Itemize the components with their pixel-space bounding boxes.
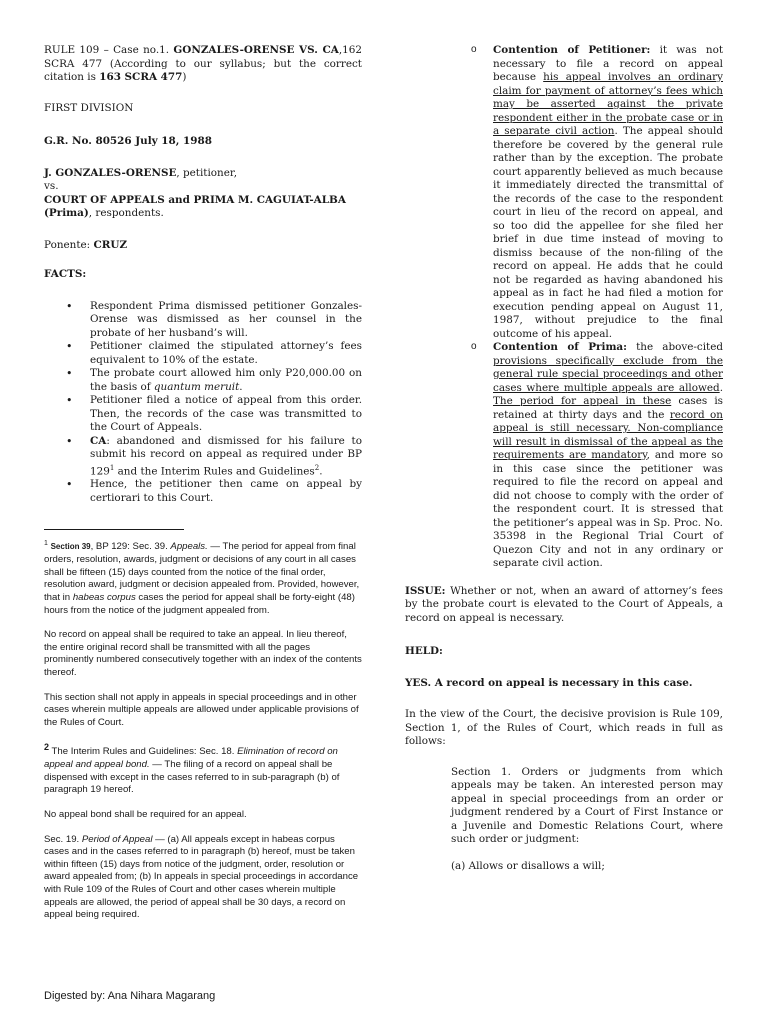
- contention-underlined: his appeal involves an ordinary claim for payment of attorney’s fees which may be asserted against the private respondent either in the probate case or in a separate civil action: [493, 71, 723, 137]
- footnote-label: Section 39: [50, 542, 91, 552]
- contention-text: cases is retained at thirty days and the: [493, 395, 724, 421]
- prima-contention-text: [493, 341, 723, 571]
- facts-list: [44, 300, 362, 506]
- footnote-ref: 2: [314, 463, 320, 472]
- held-answer: [405, 677, 723, 691]
- quoted-item-a: (a) Allows or disallows a will;: [451, 859, 605, 872]
- footnote-divider: [44, 529, 184, 530]
- footnote-emphasis: Appeals.: [170, 541, 208, 553]
- ponente: [44, 239, 362, 253]
- parties: [44, 167, 362, 221]
- footnote-1-para-2: No record on appeal shall be required to take an appeal. In lieu thereof, the entire original record shall be transmitted with all the pages prominently numbered consecutively together with an index of the contents thereof.: [44, 629, 362, 678]
- right-column: [405, 44, 723, 873]
- fact-item: [44, 394, 362, 435]
- footnote-text: Sec. 19.: [44, 833, 82, 845]
- versus: vs.: [44, 180, 59, 192]
- left-column: [44, 44, 362, 934]
- footnote-text: — (a) All appeals except in habeas corpus cases and in the cases referred to in paragraph (b) hereof, must be taken within fifteen (15) days from notice of the judgment, order, resolution or award appealed from; (b) In appeals in special proceedings in accordance with Rule 109 of the Rules of Court and other cases wherein multiple appeals are allowed, the period of appeal shall be 30 days, a record on appeal being required.: [44, 833, 359, 921]
- fact-text: Hence, the petitioner then came on appeal by certiorari to this Court.: [90, 478, 362, 504]
- correct-citation: 163 SCRA 477: [99, 71, 183, 83]
- footnote-text: , BP 129: Sec. 39.: [90, 541, 171, 553]
- case-title: [44, 44, 362, 85]
- footnotes: [44, 538, 362, 921]
- facts-heading-text: FACTS:: [44, 268, 87, 280]
- respondents-name: COURT OF APPEALS and PRIMA M. CAGUIAT-ALBA (Prima): [44, 193, 346, 219]
- footnote-1: [44, 538, 362, 617]
- fact-text: Petitioner claimed the stipulated attorney’s fees equivalent to 10% of the estate.: [90, 340, 362, 366]
- contention-label: Contention of Petitioner:: [493, 44, 651, 56]
- fact-item: [44, 340, 362, 367]
- fact-item: [44, 367, 362, 394]
- fact-text: .: [319, 464, 323, 477]
- contention-text: it was not necessary to file a record on appeal because: [493, 44, 724, 83]
- issue-label: ISSUE:: [405, 584, 446, 597]
- quoted-section: Section 1. Orders or judgments from which appeals may be taken. An interested person may appeal in special proceedings from an order or judgment rendered by a Court of First Instance or a Juvenile and Domestic Relations Court, where such order or judgment:: [451, 765, 723, 845]
- footnote-emphasis: Elimination of record on appeal and appeal bond.: [44, 746, 338, 771]
- fact-item: [44, 478, 362, 505]
- case-name: GONZALES-ORENSE VS. CA: [173, 44, 339, 56]
- contention-text: . The appeal should therefore be covered by the general rule rather than by the exception. The probate court apparently believed as much because it immediately directed the transmittal of the records of the case to the respondent court in lieu of the record on appeal, and so too did the appellee for she filed her brief in due time instead of moving to dismiss because of the non-filing of the record on appeal. He adds that he could not be regarded as having abandoned his appeal as in fact he had filed a motion for execution pending appeal on August 11, 1987, without prejudice to the final outcome of his appeal.: [493, 125, 723, 340]
- petitioner-contention: [403, 44, 723, 341]
- held-paragraph: In the view of the Court, the decisive provision is Rule 109, Section 1, of the Rules of Court, which reads in full as follows:: [405, 708, 723, 747]
- fact-emphasis: quantum meruit: [153, 380, 240, 393]
- contention-text: , and more so in this case since the petitioner was required to file the record on appeal and did not choose to comply with the order of the respondent court. It is stressed that the petitioner’s appeal was in Sp. Proc. No. 35398 in the Regional Trial Court of Quezon City and not in any ordinary or separate civil action.: [493, 449, 723, 569]
- case-rule-text: RULE 109 – Case no.1.: [44, 44, 174, 56]
- close-paren: ): [182, 71, 187, 83]
- petitioner-name: J. GONZALES-ORENSE: [44, 166, 177, 179]
- contention-underlined: The period for appeal in these: [493, 395, 672, 407]
- contention-text: the above-cited: [627, 341, 724, 353]
- gr-number-text: G.R. No. 80526 July 18, 1988: [44, 135, 212, 147]
- footnote-1-para-3: This section shall not apply in appeals in special proceedings and in other cases wherein multiple appeals are allowed under applicable provisions of the Rules of Court.: [44, 691, 359, 728]
- digest-credit: Digested by: Ana Nihara Magarang: [44, 990, 216, 1002]
- bullet-marker: o: [471, 44, 477, 55]
- fact-text: and the Interim Rules and Guidelines: [114, 464, 315, 477]
- footnote-text: — The period for appeal from final orders, resolution, awards, judgment or decisions of any court in all cases shall be fifteen (15) days counted from the notice of the final order, resolution award, judgment or decision appealed from. Provided, however, that in: [44, 541, 360, 604]
- contention-text: .: [719, 381, 723, 394]
- fact-text: Petitioner filed a notice of appeal from this order. Then, the records of the case was transmitted to the Court of Appeals.: [90, 394, 362, 433]
- case-citation-text: ,162 SCRA 477 (According to our syllabus; but the correct citation is: [44, 44, 362, 83]
- issue: [405, 585, 723, 626]
- contention-underlined: record on appeal is still necessary. Non-compliance will result in dismissal of the appeal as the requirements are mandatory: [493, 408, 723, 461]
- held-answer-text: YES. A record on appeal is necessary in this case.: [405, 676, 693, 689]
- fact-text: The probate court allowed him only P20,000.00 on the basis of: [90, 367, 362, 393]
- contention-label: Contention of Prima:: [493, 341, 628, 353]
- footnote-mark: 2: [44, 742, 50, 753]
- fact-item: [44, 300, 362, 341]
- division: FIRST DIVISION: [44, 101, 134, 114]
- footnote-2-para-2: No appeal bond shall be required for an appeal.: [44, 808, 247, 820]
- facts-heading: [44, 268, 362, 282]
- footnote-emphasis: Period of Appeal: [81, 833, 153, 845]
- footnote-2: [44, 741, 362, 797]
- footnote-mark: 1: [44, 540, 48, 548]
- footnote-ref: 1: [109, 463, 115, 472]
- fact-bold-label: CA: [90, 434, 107, 447]
- fact-text: Respondent Prima dismissed petitioner Gonzales-Orense was dismissed as her counsel in the probate of her husband’s will.: [90, 299, 362, 339]
- held-label: HELD:: [405, 645, 443, 657]
- fact-text: : abandoned and dismissed for his failure to submit his record on appeal as required under BP 129: [90, 434, 362, 477]
- contention-underlined: provisions specifically exclude from the general rule special proceedings and other cases where multiple appeals are allowed: [493, 354, 723, 394]
- gr-number: [44, 135, 362, 149]
- footnote-2-para-3: [44, 834, 362, 922]
- petitioner-role: , petitioner,: [176, 166, 238, 179]
- issue-text: Whether or not, when an award of attorney’s fees by the probate court is elevated to the Court of Appeals, a record on appeal is necessary.: [405, 584, 723, 624]
- footnote-text: The Interim Rules and Guidelines: Sec. 18.: [49, 746, 238, 758]
- respondents-role: , respondents.: [88, 207, 164, 219]
- ponente-label: Ponente:: [44, 238, 94, 251]
- fact-text: .: [239, 380, 243, 393]
- ponente-name: CRUZ: [93, 238, 128, 251]
- bullet-marker: o: [471, 341, 477, 352]
- held-heading: [405, 645, 723, 659]
- footnote-text: cases the period for appeal shall be forty-eight (48) hours from the notice of the judgment appealed from.: [44, 592, 355, 616]
- petitioner-contention-text: [493, 44, 723, 341]
- footnote-emphasis: habeas corpus: [72, 592, 136, 604]
- fact-item: [44, 435, 362, 479]
- footnote-text: — The filing of a record on appeal shall be dispensed with except in the cases referred to in sub-paragraph (b) of paragraph 19 hereof.: [44, 759, 340, 796]
- prima-contention: [403, 341, 723, 571]
